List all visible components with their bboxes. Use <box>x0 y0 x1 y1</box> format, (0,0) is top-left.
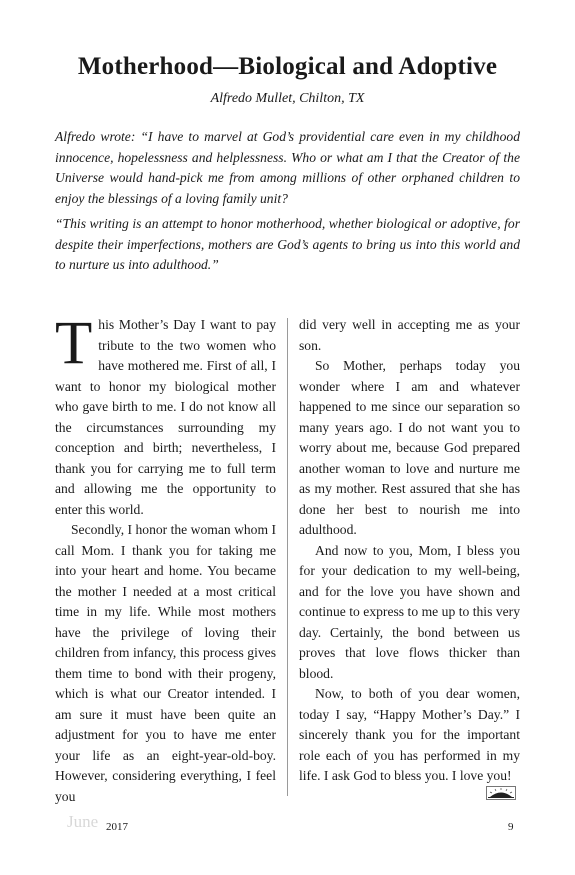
body-paragraph: Now, to both of you dear women, today I say, “Happy Mother’s Day.” I sincerely thank you for the important role each of you has performed in my life. I ask God to bless you. I love you! <box>299 686 520 783</box>
article-title: Motherhood—Biological and Adoptive <box>77 53 498 80</box>
left-column <box>55 310 276 807</box>
intro-paragraph: “This writing is an attempt to honor motherhood, whether biological or adoptive, for despite their imperfections, mothers are God’s agents to bring us into this world and to nurture us into adulthood.” <box>55 216 520 272</box>
body-paragraph <box>55 310 276 520</box>
page-number: 9 <box>508 821 514 833</box>
right-column <box>299 315 520 787</box>
article-byline: Alfredo Mullet, Chilton, TX <box>210 91 365 106</box>
body-paragraph: So Mother, perhaps today you wonder where I am and whatever happened to me since our separation so many years ago. I do not want you to worry about me, because God prepared another woman to love and nurture me as my mother. Rest assured that she has done her best to nourish me into adulthood. <box>299 358 520 537</box>
column-divider <box>287 318 288 796</box>
sunrise-end-mark-icon <box>486 786 516 800</box>
body-paragraph: Secondly, I honor the woman whom I call Mom. I thank you for taking me into your heart and home. You became the mother I needed at a most critical time in my life. While most mothers have the privilege of loving their children from infancy, this process gives them time to bond with their progeny, which is what our Creator intended. I am sure it must have been quite an adjustment for you to have me enter your life as an eight-year-old-boy. However, considering everything, I feel you <box>55 522 276 804</box>
body-paragraph: did very well in accepting me as your son. <box>299 317 520 353</box>
drop-cap: T <box>55 310 93 377</box>
body-paragraph-text: his Mother’s Day I want to pay tribute to the two women who have mothered me. First of all, I want to honor my biological mother who gave birth to me. I do not know all the circumstances surrounding my conception and birth; nevertheless, I thank you for carrying me to full term and allowing me the opportunity to enter this world. <box>55 317 276 517</box>
intro-paragraph: Alfredo wrote: “I have to marvel at God’s providential care even in my childhood innocence, hopelessness and helplessness. Who or what am I that the Creator of the Universe would hand-pick me from among millions of other orphaned children to enjoy the blessings of a loving family unit? <box>55 129 520 206</box>
footer-month: June <box>67 812 99 831</box>
body-paragraph: And now to you, Mom, I bless you for your dedication to my well-being, and for the love you have shown and continue to express to me up to this very day. Certainly, the bond between us proves that love flows thicker than blood. <box>299 542 520 681</box>
footer-year: 2017 <box>106 821 128 833</box>
